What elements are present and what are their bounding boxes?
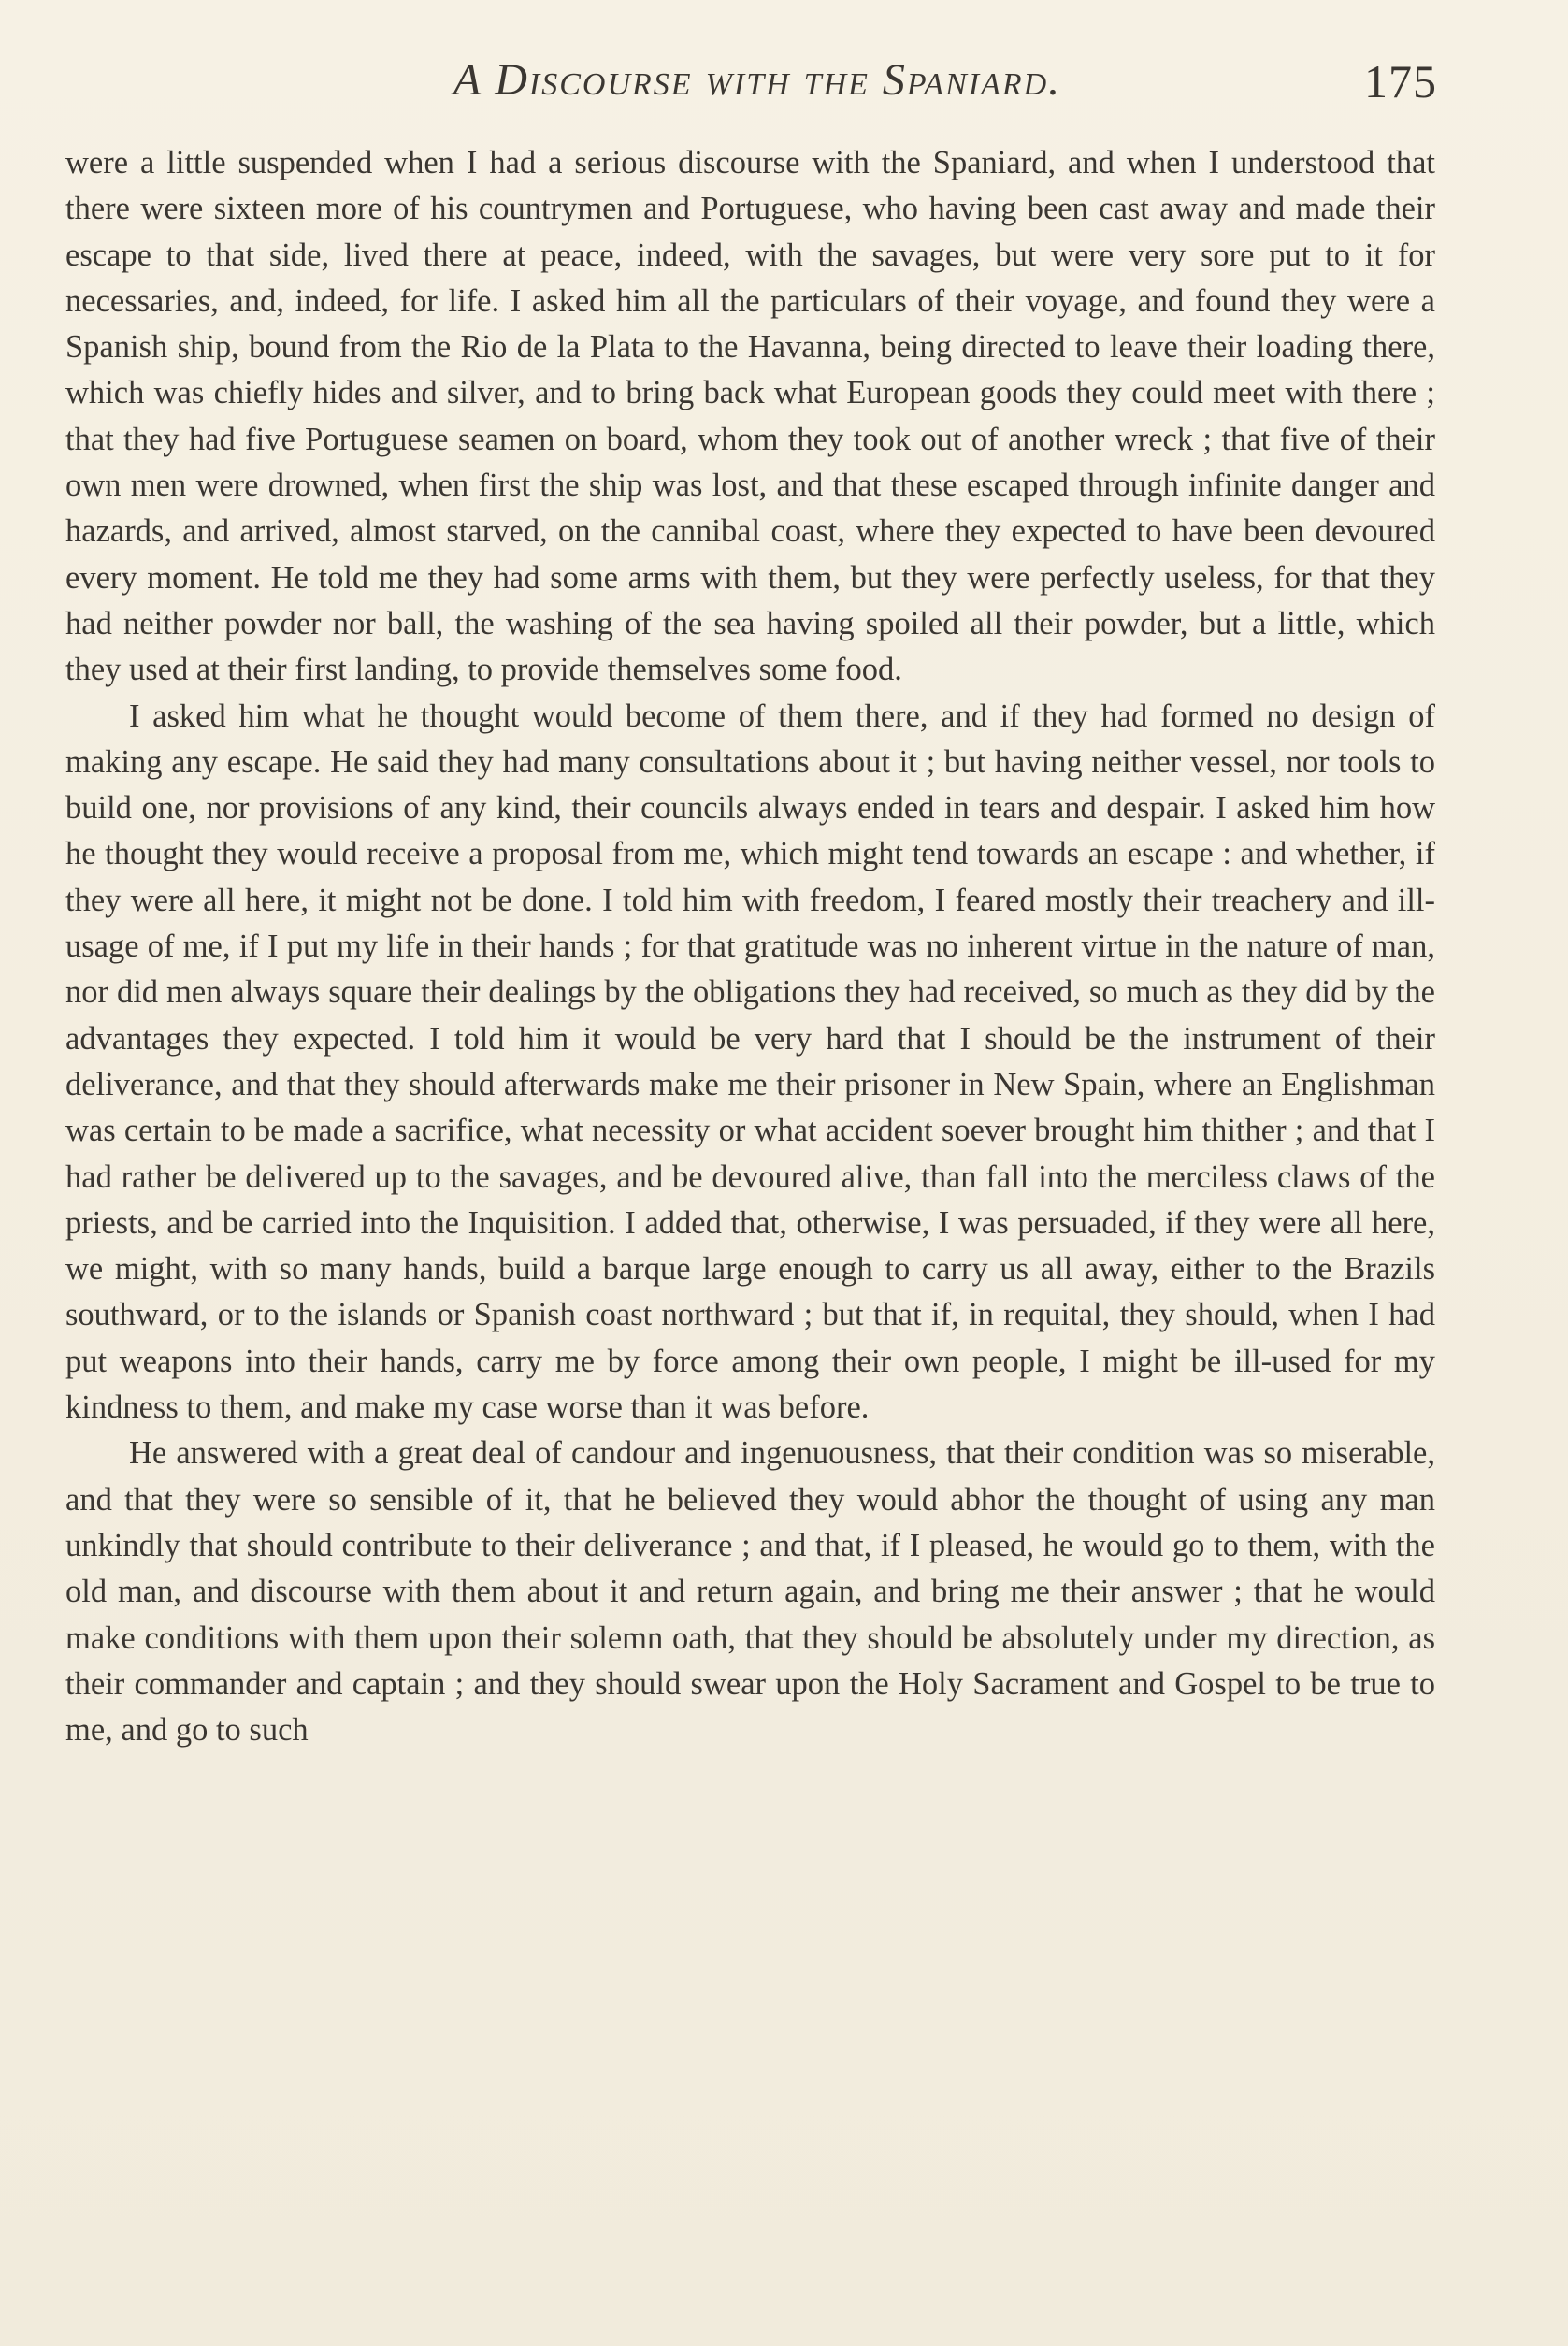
body-text <box>65 140 1435 1753</box>
paragraph: I asked him what he thought would become of them there, and if they had formed no design of making any escape. He said they had many consultations about it ; but having neither vessel, nor tools to build one, nor provisions of any kind, their councils always ended in tears and despair. I asked him how he thought they would receive a proposal from me, which might tend towards an escape : and whether, if they were all here, it might not be done. I told him with freedom, I feared mostly their treachery and ill-usage of me, if I put my life in their hands ; for that gratitude was no inherent virtue in the nature of man, nor did men always square their dealings by the obligations they had received, so much as they did by the advantages they expected. I told him it would be very hard that I should be the instrument of their deliverance, and that they should afterwards make me their prisoner in New Spain, where an Englishman was certain to be made a sacrifice, what necessity or what accident soever brought him thither ; and that I had rather be delivered up to the savages, and be devoured alive, than fall into the merciless claws of the priests, and be carried into the Inquisition. I added that, otherwise, I was persuaded, if they were all here, we might, with so many hands, build a barque large enough to carry us all away, either to the Brazils southward, or to the islands or Spanish coast northward ; but that if, in requital, they should, when I had put weapons into their hands, carry me by force among their own people, I might be ill-used for my kindness to them, and make my case worse than it was before. <box>65 698 1435 1426</box>
paragraph: were a little suspended when I had a serious discourse with the Spaniard, and when I understood that there were sixteen more of his countrymen and Portuguese, who having been cast away and made their escape to that side, lived there at peace, indeed, with the savages, but were very sore put to it for necessaries, and, indeed, for life. I asked him all the particulars of their voyage, and found they were a Spanish ship, bound from the Rio de la Plata to the Havanna, being directed to leave their loading there, which was chiefly hides and silver, and to bring back what European goods they could meet with there ; that they had five Portuguese seamen on board, whom they took out of another wreck ; that five of their own men were drowned, when first the ship was lost, and that these escaped through infinite danger and hazards, and arrived, almost starved, on the cannibal coast, where they expected to have been devoured every moment. He told me they had some arms with them, but they were perfectly useless, for that they had neither powder nor ball, the washing of the sea having spoiled all their powder, but a little, which they used at their first landing, to provide themselves some food. <box>65 145 1435 688</box>
page-number: 175 <box>1364 55 1437 108</box>
running-title: A Discourse with the Spaniard. <box>453 55 1062 105</box>
paragraph: He answered with a great deal of candour and ingenuousness, that their condition was so miserable, and that they were so sensible of it, that he believed they would abhor the thought of using any man unkindly that should contribute to their deliverance ; and that, if I pleased, he would go to them, with the old man, and discourse with them about it and return again, and bring me their answer ; that he would make conditions with them upon their solemn oath, that they should be absolutely under my direction, as their commander and captain ; and they should swear upon the Holy Sacrament and Gospel to be true to me, and go to such <box>65 1435 1435 1749</box>
